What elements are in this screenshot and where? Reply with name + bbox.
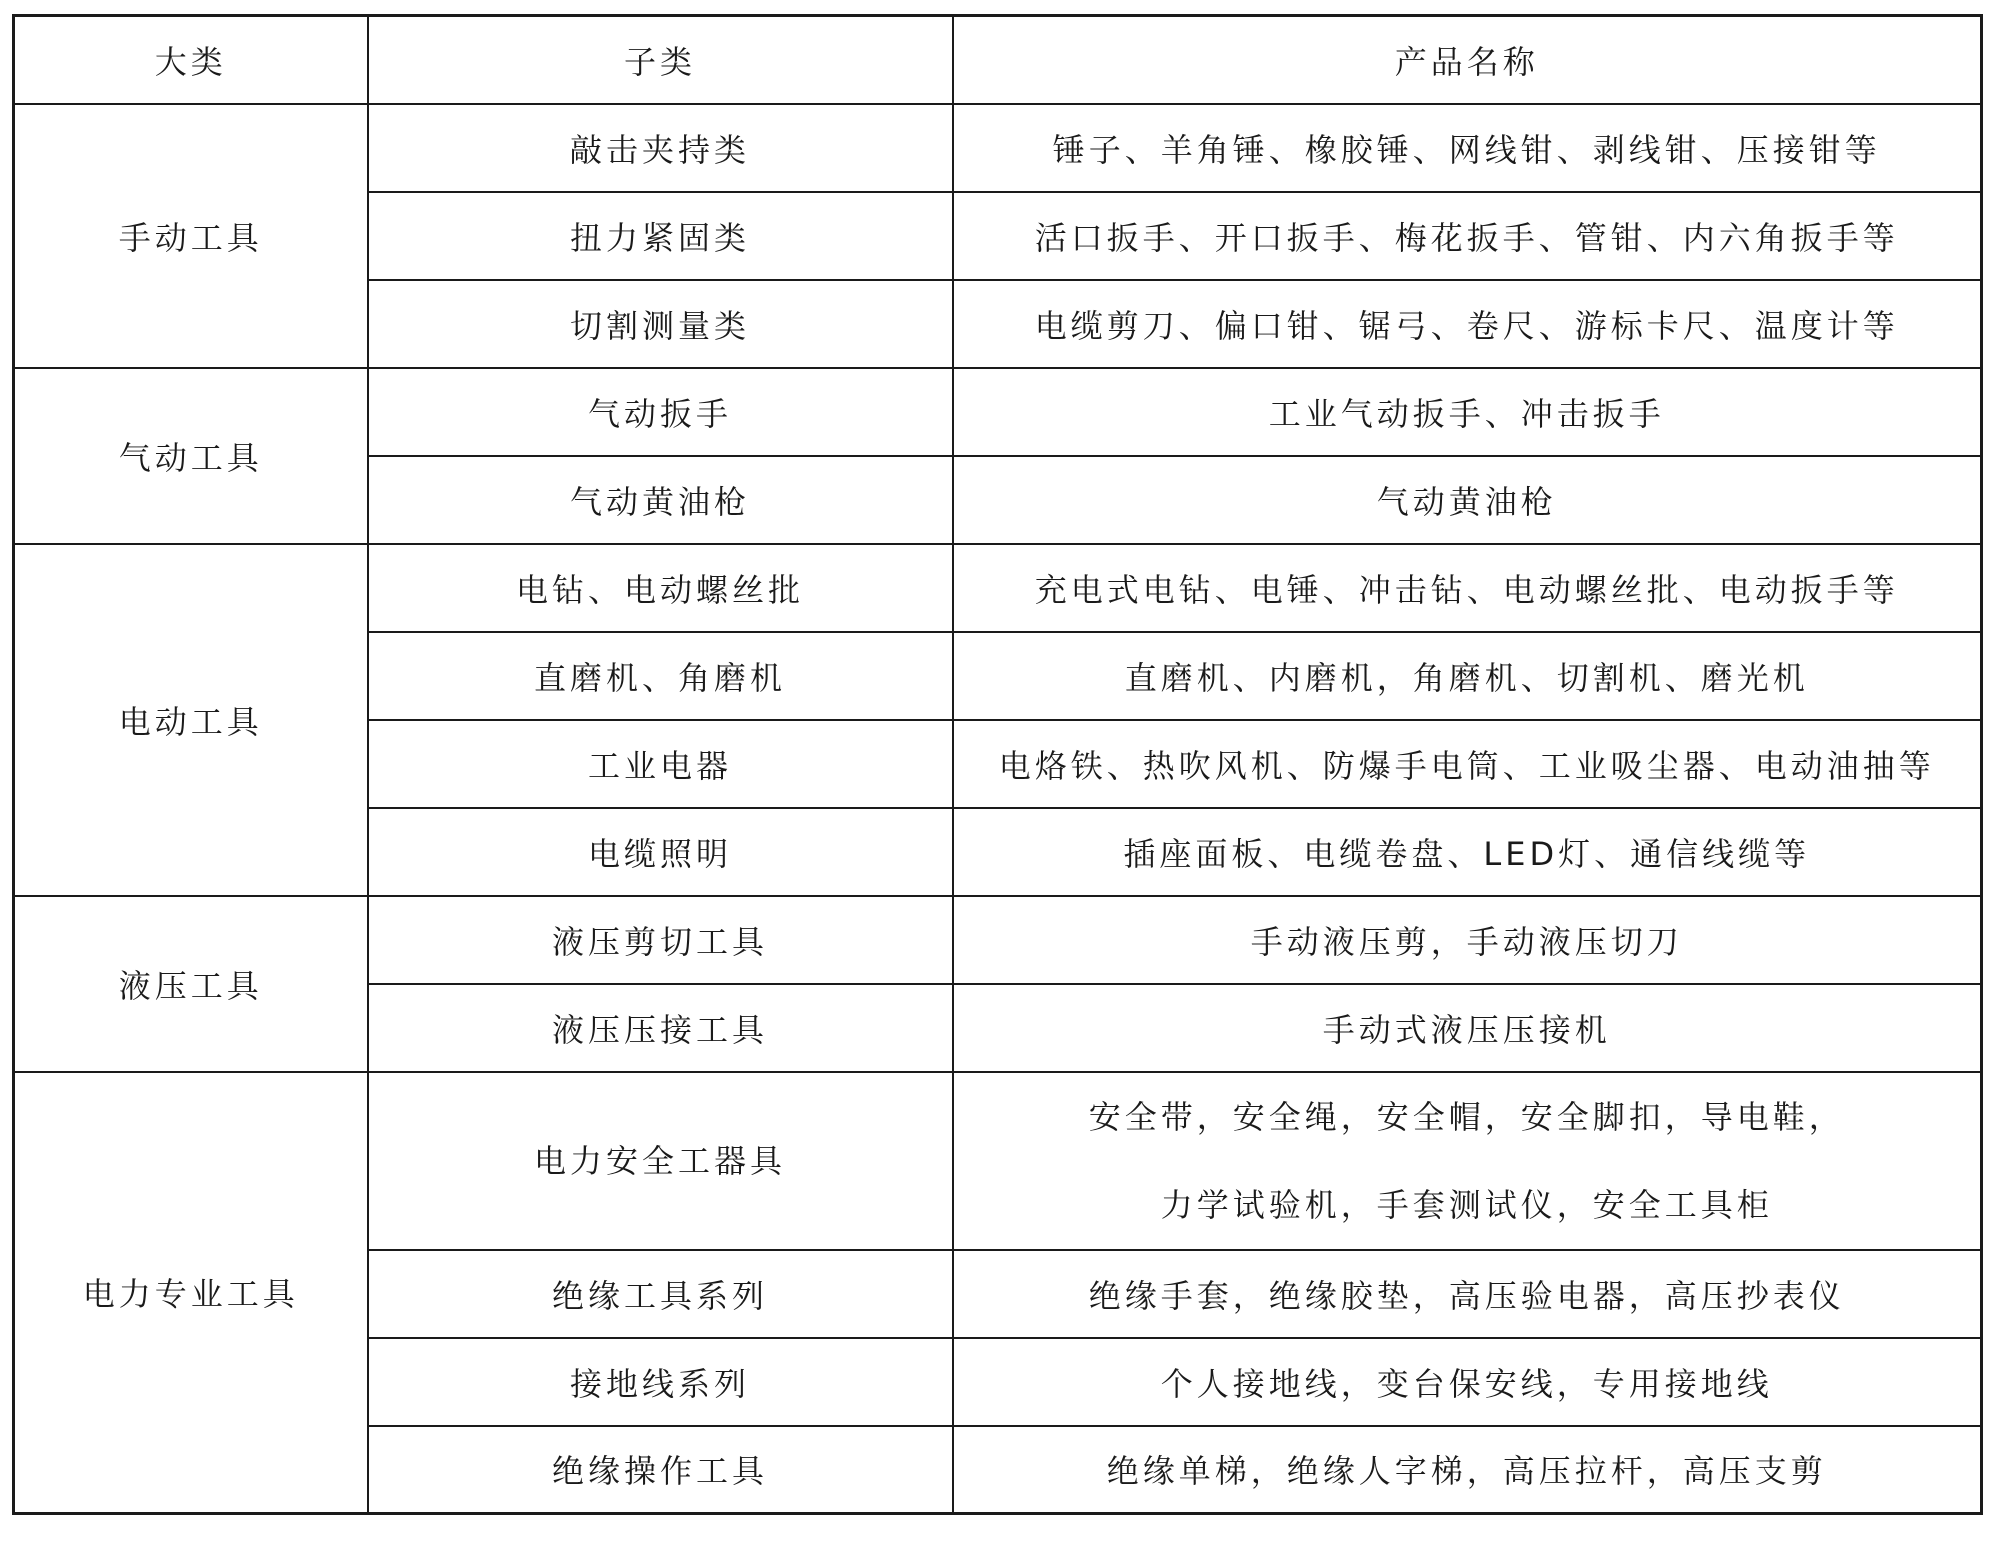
subcategory-cell: 液压压接工具 xyxy=(368,984,953,1072)
subcategory-cell: 液压剪切工具 xyxy=(368,896,953,984)
products-cell: 锤子、羊角锤、橡胶锤、网线钳、剥线钳、压接钳等 xyxy=(953,104,1982,192)
products-cell: 活口扳手、开口扳手、梅花扳手、管钳、内六角扳手等 xyxy=(953,192,1982,280)
products-line-2: 力学试验机，手套测试仪，安全工具柜 xyxy=(1160,1185,1773,1224)
products-cell: 绝缘单梯，绝缘人字梯，高压拉杆，高压支剪 xyxy=(953,1426,1982,1514)
products-cell: 电烙铁、热吹风机、防爆手电筒、工业吸尘器、电动油抽等 xyxy=(953,720,1982,808)
subcategory-cell: 接地线系列 xyxy=(368,1338,953,1426)
products-cell: 绝缘手套，绝缘胶垫，高压验电器，高压抄表仪 xyxy=(953,1250,1982,1338)
table-row xyxy=(14,896,1982,984)
subcategory-cell: 气动黄油枪 xyxy=(368,456,953,544)
header-category: 大类 xyxy=(14,16,368,104)
subcategory-cell: 电缆照明 xyxy=(368,808,953,896)
category-cell: 手动工具 xyxy=(14,104,368,368)
subcategory-cell: 绝缘操作工具 xyxy=(368,1426,953,1514)
table-row xyxy=(14,368,1982,456)
subcategory-cell: 气动扳手 xyxy=(368,368,953,456)
products-cell: 电缆剪刀、偏口钳、锯弓、卷尺、游标卡尺、温度计等 xyxy=(953,280,1982,368)
subcategory-cell: 直磨机、角磨机 xyxy=(368,632,953,720)
category-cell: 电力专业工具 xyxy=(14,1072,368,1514)
products-cell: 手动液压剪，手动液压切刀 xyxy=(953,896,1982,984)
subcategory-cell: 工业电器 xyxy=(368,720,953,808)
category-cell: 电动工具 xyxy=(14,544,368,896)
table-header-row xyxy=(14,16,1982,104)
table-row xyxy=(14,544,1982,632)
subcategory-cell: 切割测量类 xyxy=(368,280,953,368)
header-product-name: 产品名称 xyxy=(953,16,1982,104)
header-subcategory: 子类 xyxy=(368,16,953,104)
subcategory-cell: 敲击夹持类 xyxy=(368,104,953,192)
products-cell: 插座面板、电缆卷盘、LED灯、通信线缆等 xyxy=(953,808,1982,896)
products-cell: 个人接地线，变台保安线，专用接地线 xyxy=(953,1338,1982,1426)
table-row xyxy=(14,104,1982,192)
products-cell: 充电式电钻、电锤、冲击钻、电动螺丝批、电动扳手等 xyxy=(953,544,1982,632)
category-cell: 液压工具 xyxy=(14,896,368,1072)
products-line-1: 安全带，安全绳，安全帽，安全脚扣，导电鞋， xyxy=(1088,1097,1845,1136)
category-cell: 气动工具 xyxy=(14,368,368,544)
products-cell: 气动黄油枪 xyxy=(953,456,1982,544)
products-cell: 手动式液压压接机 xyxy=(953,984,1982,1072)
products-cell: 工业气动扳手、冲击扳手 xyxy=(953,368,1982,456)
subcategory-cell: 电力安全工器具 xyxy=(368,1072,953,1250)
products-cell: 直磨机、内磨机，角磨机、切割机、磨光机 xyxy=(953,632,1982,720)
table-row xyxy=(14,1072,1982,1250)
products-cell xyxy=(953,1072,1982,1250)
subcategory-cell: 绝缘工具系列 xyxy=(368,1250,953,1338)
product-category-table xyxy=(12,14,1983,1515)
subcategory-cell: 电钻、电动螺丝批 xyxy=(368,544,953,632)
subcategory-cell: 扭力紧固类 xyxy=(368,192,953,280)
